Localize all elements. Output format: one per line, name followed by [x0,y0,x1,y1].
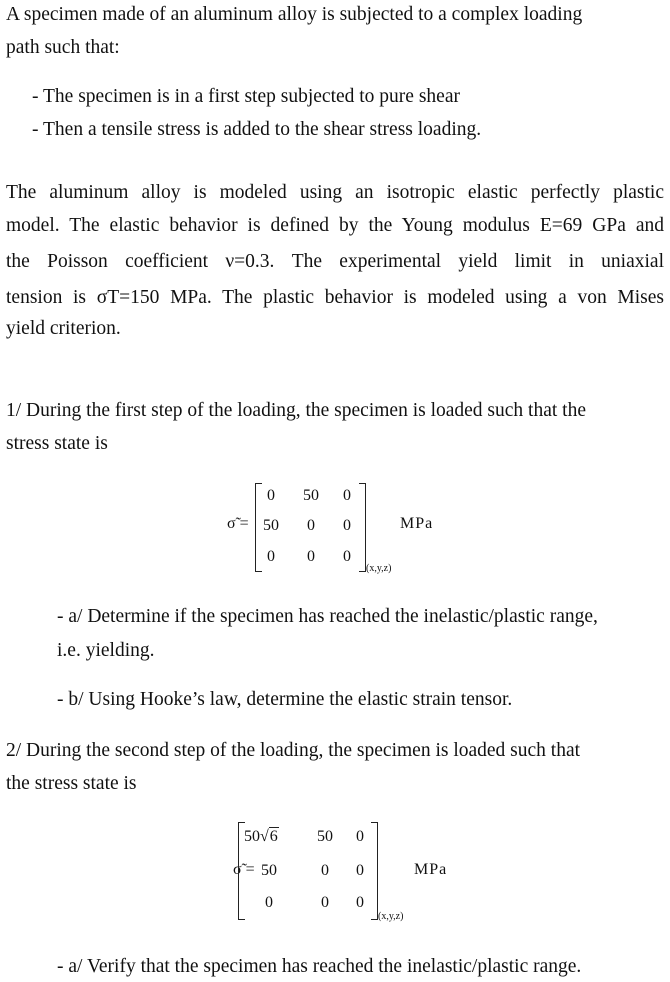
q1-line-1: 1/ During the first step of the loading, the specimen is loaded such that the [6,400,586,421]
matrix-2-cell: 0 [321,894,329,911]
matrix-1-label: σ̃ = [227,515,249,532]
matrix-2-cell-sqrt [244,827,296,847]
matrix-2-cell: 50 [261,862,277,879]
matrix-1-unit: MPa [400,515,434,532]
matrix-2-cell: 0 [356,894,364,911]
q1-part-b: - b/ Using Hooke’s law, determine the elastic strain tensor. [57,689,513,710]
matrix-2-cell: 0 [321,862,329,879]
matrix-2-basis: (x,y,z) [378,911,404,922]
intro-line-2: path such that: [6,37,120,58]
matrix-1-cell: 0 [343,517,351,534]
q2-line-1: 2/ During the second step of the loading, the specimen is loaded such that [6,740,581,761]
matrix-1-cell: 0 [267,487,275,504]
matrix-2-sqrt-radicand: 6 [269,828,278,845]
matrix-1-right-bracket [359,483,366,572]
q1-line-2: stress state is [6,433,108,454]
matrix-1-cell: 0 [267,548,275,565]
model-line-1: The aluminum alloy is modeled using an isotropic elastic perfectly plastic [6,182,664,203]
matrix-1-basis: (x,y,z) [366,563,392,574]
matrix-1-cell: 0 [307,548,315,565]
matrix-2-cell: 0 [356,828,364,845]
matrix-1-cell: 0 [343,487,351,504]
q2-line-2: the stress state is [6,773,137,794]
q1-part-a-cont: i.e. yielding. [57,640,155,661]
model-line-4: tension is σT=150 MPa. The plastic behavior is modeled using a von Mises [6,287,664,308]
matrix-2-cell: 0 [265,894,273,911]
q1-part-a: - a/ Determine if the specimen has reached the inelastic/plastic range, [57,606,598,627]
bullet-pure-shear: - The specimen is in a first step subjected to pure shear [32,86,460,107]
matrix-1-cell: 0 [343,548,351,565]
sqrt-icon: √6 [260,828,278,845]
matrix-1-cell: 0 [307,517,315,534]
matrix-1-cell: 50 [263,517,279,534]
matrix-2-cell: 50 [317,828,333,845]
matrix-2-label: σ̃ = [233,861,255,878]
model-line-5: yield criterion. [6,318,121,339]
matrix-2-cell: 0 [356,862,364,879]
model-line-2: model. The elastic behavior is defined by the Young modulus E=69 GPa and [6,215,664,236]
matrix-1-cell: 50 [303,487,319,504]
bullet-tensile: - Then a tensile stress is added to the shear stress loading. [32,119,482,140]
matrix-2-unit: MPa [414,861,448,878]
model-line-3: the Poisson coefficient ν=0.3. The experimental yield limit in uniaxial [6,251,664,272]
matrix-2-right-bracket [371,822,378,920]
intro-line-1: A specimen made of an aluminum alloy is subjected to a complex loading [6,4,583,25]
matrix-2-sqrt-coef: 50 [244,828,260,845]
q2-part-a: - a/ Verify that the specimen has reached the inelastic/plastic range. [57,956,582,977]
